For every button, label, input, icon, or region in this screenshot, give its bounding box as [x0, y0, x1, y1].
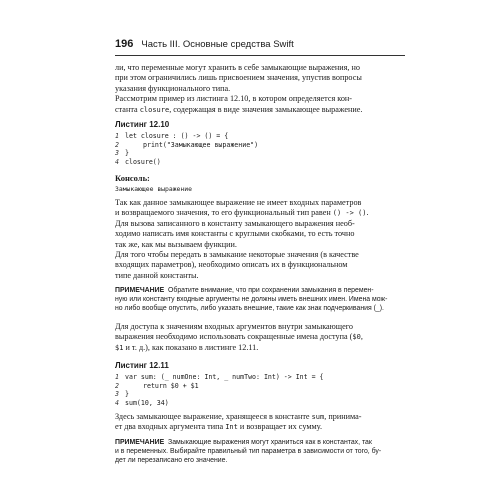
- listing-title: Листинг 12.11: [115, 361, 169, 370]
- text-line: Так как данное замыкающее выражение не имеет входных параметров: [115, 198, 362, 207]
- text-span: ет два входных аргумента типа: [115, 422, 226, 432]
- note-line: и в переменных. Выбирайте правильный тип параметра в зависимости от того, бу-: [115, 448, 382, 455]
- inline-code: () -> (): [332, 209, 367, 218]
- code-text: sum(10, 34): [125, 398, 169, 407]
- text-line: [115, 208, 405, 218]
- text-span: Здесь замыкающее выражение, хранящееся в константе: [115, 412, 312, 421]
- note-line: [115, 438, 405, 447]
- note-line: [115, 286, 405, 295]
- code-text: var sum: (_ numOne: Int, _ numTwo: Int) -> Int = {: [125, 373, 324, 381]
- paragraph-shorthand: [115, 322, 405, 353]
- code-text: let closure : () -> () = {: [125, 132, 229, 140]
- console-title: Консоль:: [115, 173, 150, 183]
- note-label: ПРИМЕЧАНИЕ: [115, 439, 165, 446]
- listing-12-11: [115, 361, 405, 407]
- code-text: print("Замыкающее выражение"): [143, 140, 259, 149]
- inline-code: $1: [115, 343, 124, 352]
- line-number: 2: [115, 381, 119, 390]
- text-line: при этом ограничились лишь присвоением значения, упустив вопросы: [115, 73, 362, 83]
- console-output: Замыкающее выражение: [115, 185, 192, 193]
- text-line: ходимо написать имя константы с круглыми скобками, то есть точно: [115, 229, 355, 239]
- text-line: [115, 332, 405, 342]
- listing-title: Листинг 12.10: [115, 120, 170, 129]
- code-line: [115, 132, 405, 141]
- code-line: [115, 373, 405, 382]
- note-text: Замыкающие выражения могут храниться как в константах, так: [168, 439, 372, 446]
- text-span: ,: [360, 332, 363, 342]
- code-text: return $0 + $1: [143, 381, 199, 390]
- text-span: и возвращаемого значения, то его функциональный тип равен: [115, 208, 333, 218]
- line-number: 2: [115, 140, 119, 149]
- text-span: и возвращает их сумму.: [237, 422, 322, 432]
- text-line: указания функционального типа.: [115, 83, 231, 93]
- note-line: но либо вообще опустить, либо указать внешние, такие как знак подчеркивания (_).: [115, 305, 384, 312]
- text-line: входящих параметров), необходимо описать их в функциональном: [115, 260, 348, 270]
- code-block: [115, 373, 405, 407]
- text-span: и т. д.), как показано в листинге 12.11.: [123, 342, 259, 352]
- code-text: closure(): [125, 157, 161, 166]
- console-block: [115, 173, 405, 193]
- line-number: 4: [115, 398, 119, 407]
- paragraph-sum: [115, 412, 405, 433]
- text-span: , содержащая в виде значения замыкающее выражение.: [169, 104, 363, 114]
- note-text: Обратите внимание, что при сохранении замыкания в перемен-: [168, 287, 374, 294]
- text-line: Для вызова записанного в константу замыкающего выражения необ-: [115, 218, 355, 228]
- note-box: [115, 286, 405, 313]
- code-line: [115, 149, 405, 158]
- note-line: дет ли перезаписано его значение.: [115, 457, 228, 464]
- text-line: [115, 105, 405, 115]
- text-span: выражения необходимо использовать сокращенные имена доступа (: [115, 332, 353, 342]
- text-line: [115, 343, 405, 353]
- book-page: [115, 0, 405, 500]
- note-box: [115, 438, 405, 465]
- page-number: 196: [115, 38, 134, 50]
- text-line: Для доступа к значениям входных аргументов внутри замыкающего: [115, 322, 353, 331]
- code-text: }: [125, 149, 129, 158]
- code-line: [115, 382, 405, 391]
- text-line: типе данной константы.: [115, 270, 199, 280]
- page-header: [115, 38, 405, 54]
- code-line: [115, 399, 405, 408]
- inline-code: $0: [352, 333, 361, 342]
- note-line: ную или константу входные аргументы не должны иметь внешних имен. Имена мож-: [115, 296, 388, 303]
- line-number: 3: [115, 149, 119, 158]
- paragraph-intro: [115, 63, 405, 115]
- code-line: [115, 390, 405, 399]
- inline-code: sum: [311, 413, 325, 421]
- listing-12-10: [115, 120, 405, 166]
- code-text: }: [125, 390, 129, 399]
- line-number: 1: [115, 373, 119, 381]
- text-span: станта: [115, 104, 140, 114]
- paragraph-body: [115, 198, 405, 281]
- text-span: .: [366, 208, 369, 218]
- running-title: Часть III. Основные средства Swift: [141, 39, 294, 50]
- text-span: , принима-: [324, 412, 362, 421]
- inline-code: closure: [139, 105, 170, 114]
- code-line: [115, 158, 405, 167]
- code-block: [115, 132, 405, 166]
- header-rule: [115, 55, 405, 56]
- line-number: 3: [115, 390, 119, 399]
- text-line: так же, как мы вызываем функции.: [115, 239, 237, 249]
- text-line: ли, что переменные могут хранить в себе замыкающие выражения, но: [115, 63, 361, 72]
- text-line: [115, 422, 405, 432]
- inline-code: Int: [225, 423, 238, 432]
- text-line: [115, 412, 405, 422]
- code-line: [115, 141, 405, 150]
- line-number: 1: [115, 132, 119, 140]
- line-number: 4: [115, 157, 119, 166]
- note-label: ПРИМЕЧАНИЕ: [115, 287, 165, 294]
- text-line: Рассмотрим пример из листинга 12.10, в котором определяется кон-: [115, 94, 353, 104]
- text-line: Для того чтобы передать в замыкание некоторые значения (в качестве: [115, 250, 359, 260]
